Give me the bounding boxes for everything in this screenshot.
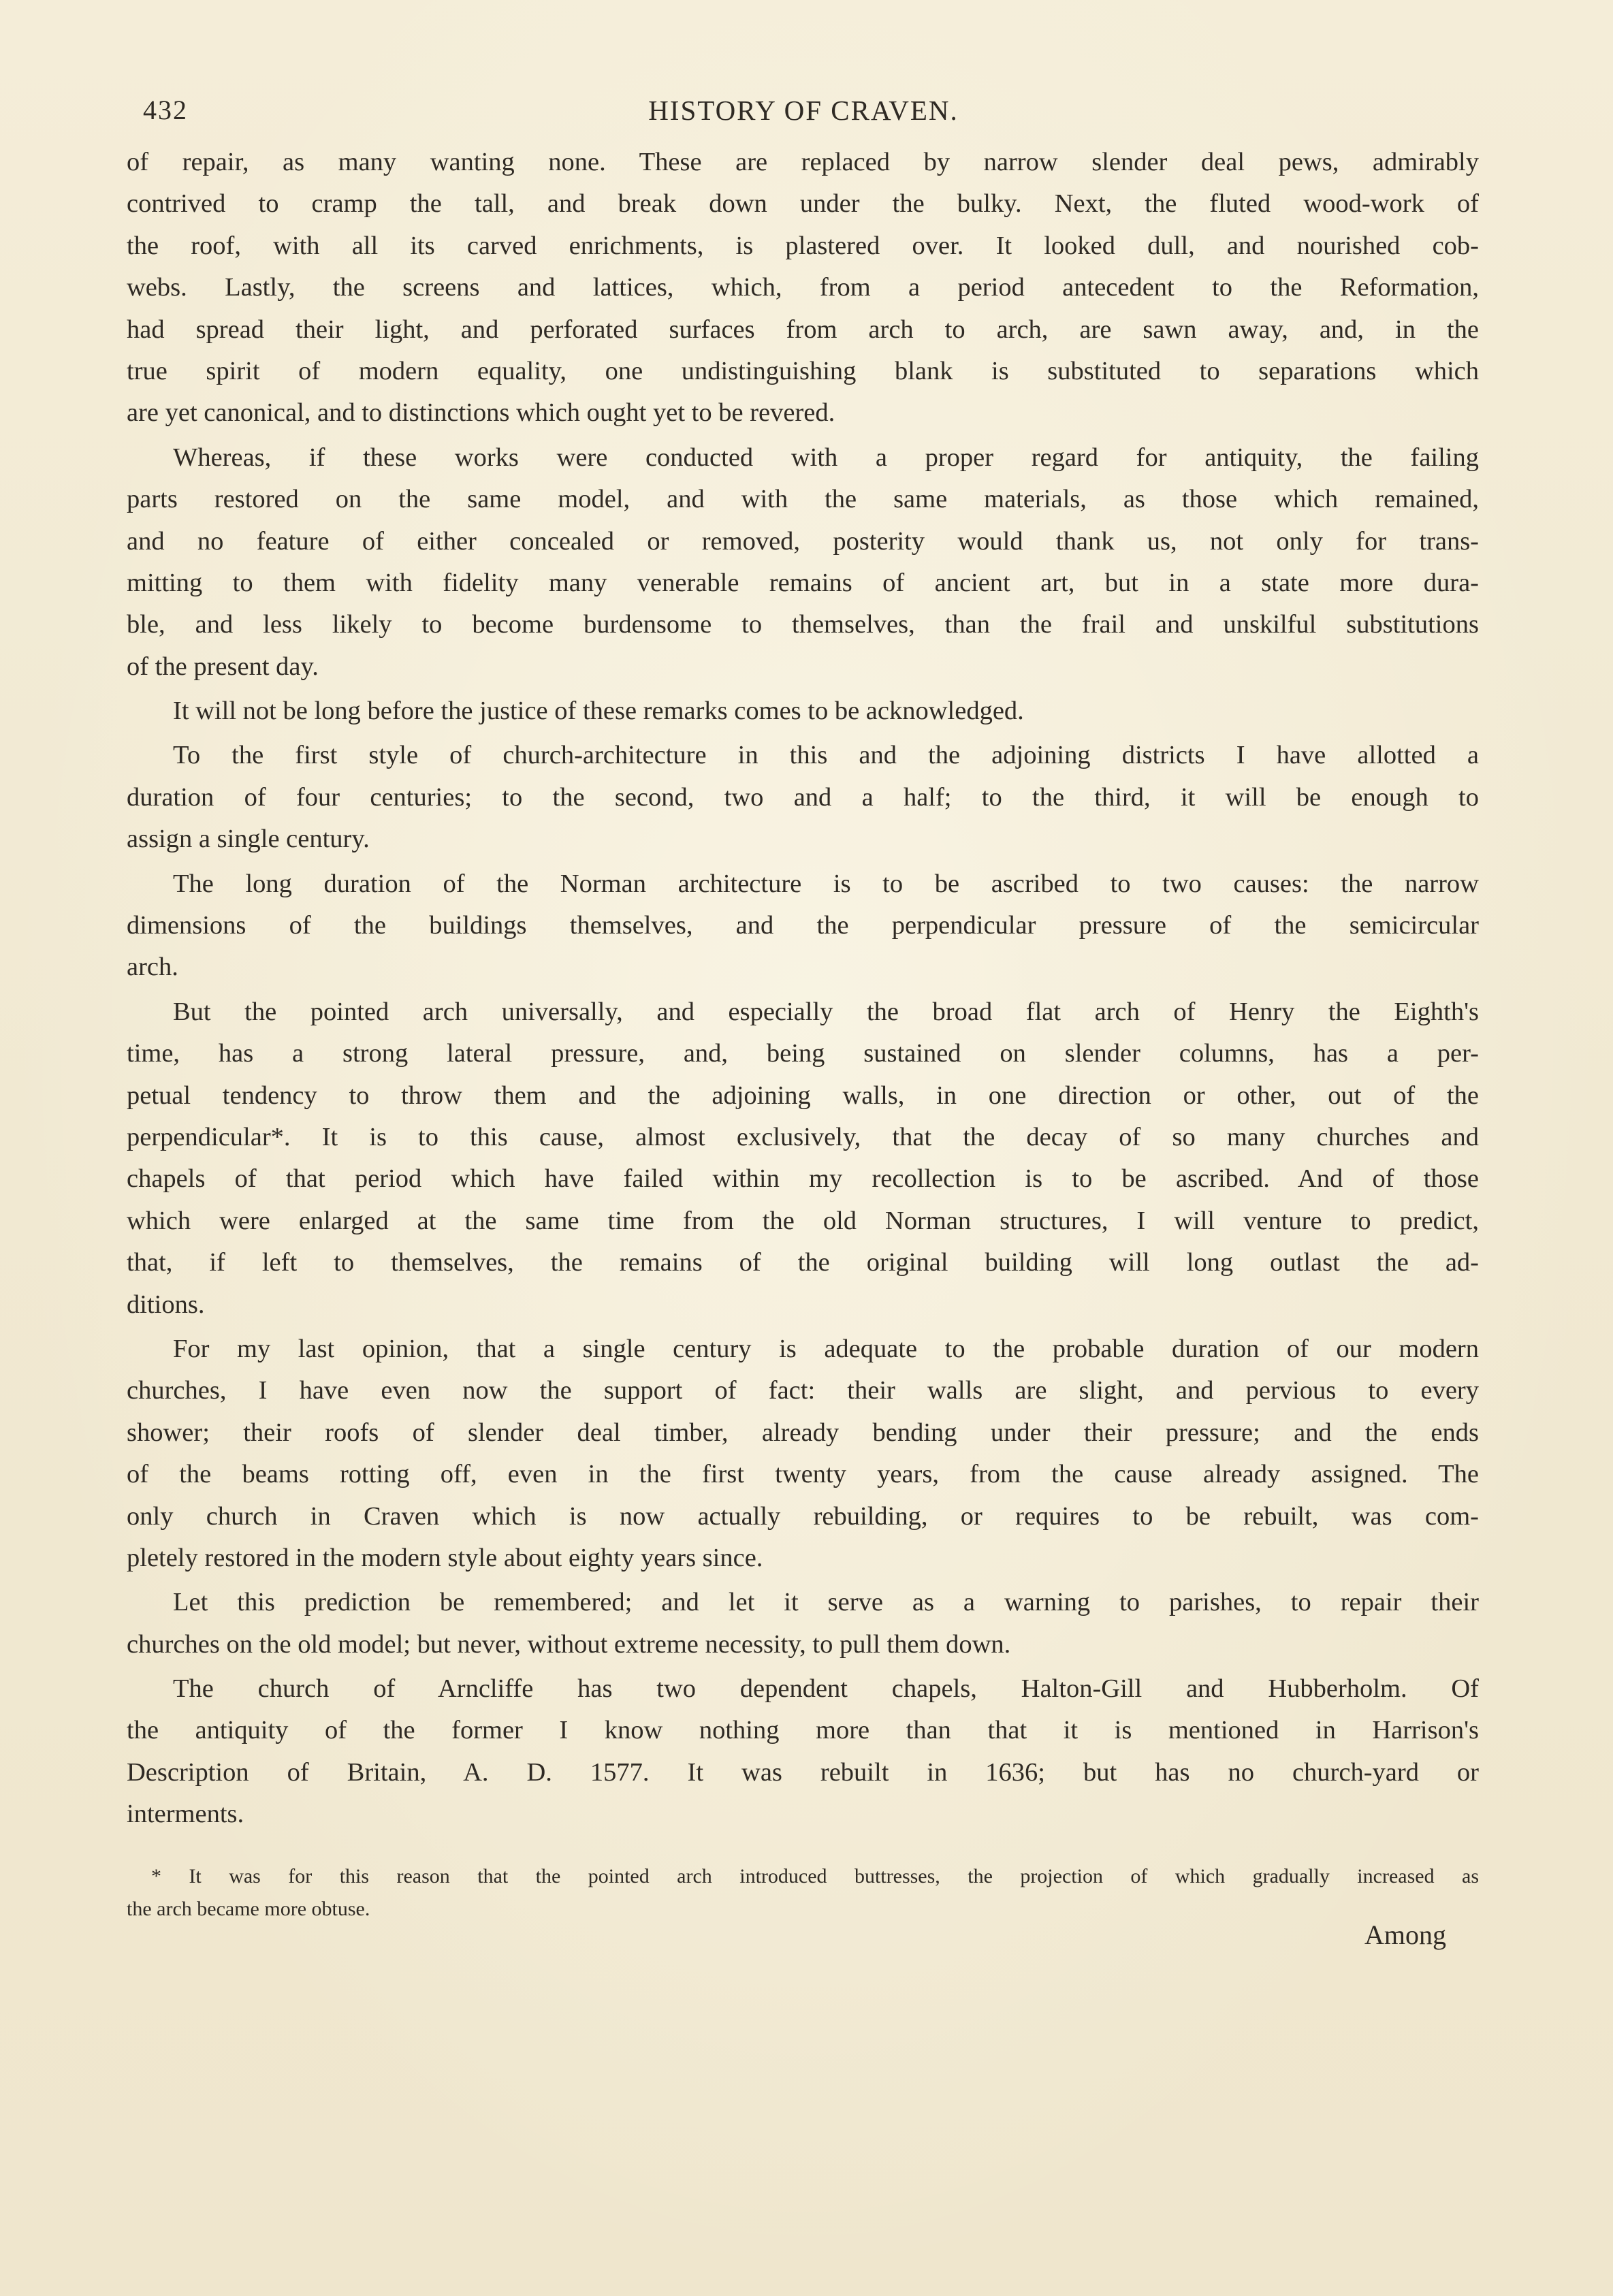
text-line: that, if left to themselves, the remains of the original building will long outlast the ad-	[127, 1248, 1479, 1277]
text-line: arch.	[127, 953, 178, 982]
text-line: churches on the old model; but never, without extreme necessity, to pull them down.	[127, 1629, 1011, 1659]
text-line: To the first style of church-architecture in this and the adjoining districts I have allotted a	[173, 741, 1479, 770]
text-line: For my last opinion, that a single century is adequate to the probable duration of our modern	[173, 1334, 1479, 1363]
text-line: the roof, with all its carved enrichments, is plastered over. It looked dull, and nourished cob-	[127, 231, 1479, 260]
footnote	[127, 1860, 1479, 1926]
text-line: interments.	[127, 1800, 244, 1829]
text-line: duration of four centuries; to the second, two and a half; to the third, it will be enough to	[127, 782, 1479, 812]
text-line: mitting to them with fidelity many venerable remains of ancient art, but in a state more dura-	[127, 568, 1479, 597]
text-line: had spread their light, and perforated surfaces from arch to arch, are sawn away, and, in the	[127, 315, 1479, 344]
page-header	[143, 94, 1464, 128]
paragraph	[127, 991, 1479, 1326]
text-line: pletely restored in the modern style about eighty years since.	[127, 1543, 763, 1572]
text-line: perpendicular*. It is to this cause, almost exclusively, that the decay of so many churches and	[127, 1122, 1479, 1151]
text-line: shower; their roofs of slender deal timber, already bending under their pressure; and the ends	[127, 1418, 1479, 1447]
text-line: webs. Lastly, the screens and lattices, which, from a period antecedent to the Reformation,	[127, 273, 1479, 302]
footnote-line: the arch became more obtuse.	[127, 1898, 370, 1920]
text-line: Whereas, if these works were conducted with a proper regard for antiquity, the failing	[173, 443, 1479, 472]
text-line: time, has a strong lateral pressure, and, being sustained on slender columns, has a per-	[127, 1039, 1479, 1068]
text-line: It will not be long before the justice of these remarks comes to be acknowledged.	[173, 697, 1024, 726]
text-line: The church of Arncliffe has two dependent chapels, Halton-Gill and Hubberholm. Of	[173, 1674, 1479, 1704]
text-line: are yet canonical, and to distinctions which ought yet to be revered.	[127, 398, 835, 428]
text-line: only church in Craven which is now actually rebuilding, or requires to be rebuilt, was com-	[127, 1501, 1479, 1531]
paragraph	[127, 690, 1479, 732]
text-line: the antiquity of the former I know nothing more than that it is mentioned in Harrison's	[127, 1716, 1479, 1745]
text-line: of repair, as many wanting none. These are replaced by narrow slender deal pews, admirably	[127, 148, 1479, 176]
text-line: petual tendency to throw them and the adjoining walls, in one direction or other, out of the	[127, 1081, 1479, 1110]
running-head: HISTORY OF CRAVEN.	[648, 95, 959, 126]
text-line: and no feature of either concealed or removed, posterity would thank us, not only for trans-	[127, 526, 1479, 556]
text-line: true spirit of modern equality, one undistinguishing blank is substituted to separations which	[127, 356, 1479, 385]
paragraph	[127, 863, 1479, 989]
text-line: of the present day.	[127, 652, 319, 681]
text-line: chapels of that period which have failed within my recollection is to be ascribed. And of those	[127, 1164, 1479, 1194]
page-number: 432	[143, 95, 188, 125]
paragraph	[127, 437, 1479, 688]
text-line: Description of Britain, A. D. 1577. It was rebuilt in 1636; but has no church-yard or	[127, 1757, 1479, 1787]
paragraph	[127, 1668, 1479, 1836]
text-line: which were enlarged at the same time from the old Norman structures, I will venture to predict,	[127, 1206, 1479, 1235]
paragraph	[127, 1582, 1479, 1665]
text-line: dimensions of the buildings themselves, and the perpendicular pressure of the semicircular	[127, 911, 1479, 940]
text-line: ble, and less likely to become burdensome to themselves, than the frail and unskilful substitutions	[127, 610, 1479, 639]
text-line: assign a single century.	[127, 825, 370, 854]
text-line: The long duration of the Norman architecture is to be ascribed to two causes: the narrow	[173, 869, 1479, 898]
footnote-line: * It was for this reason that the pointed arch introduced buttresses, the projection of which gradually increased as	[151, 1865, 1479, 1887]
text-line: But the pointed arch universally, and especially the broad flat arch of Henry the Eighth's	[173, 997, 1479, 1026]
text-line: of the beams rotting off, even in the first twenty years, from the cause already assigned. The	[127, 1460, 1479, 1489]
text-line: churches, I have even now the support of fact: their walls are slight, and pervious to every	[127, 1376, 1479, 1405]
paragraph	[127, 1328, 1479, 1579]
text-line: contrived to cramp the tall, and break down under the bulky. Next, the fluted wood-work of	[127, 189, 1479, 219]
catchword: Among	[1364, 1919, 1446, 1950]
body-text	[127, 142, 1479, 1838]
text-line: parts restored on the same model, and with the same materials, as those which remained,	[127, 485, 1479, 514]
paragraph	[127, 735, 1479, 860]
text-line: ditions.	[127, 1290, 205, 1319]
text-line: Let this prediction be remembered; and let it serve as a warning to parishes, to repair their	[173, 1588, 1479, 1617]
paragraph	[127, 142, 1479, 434]
